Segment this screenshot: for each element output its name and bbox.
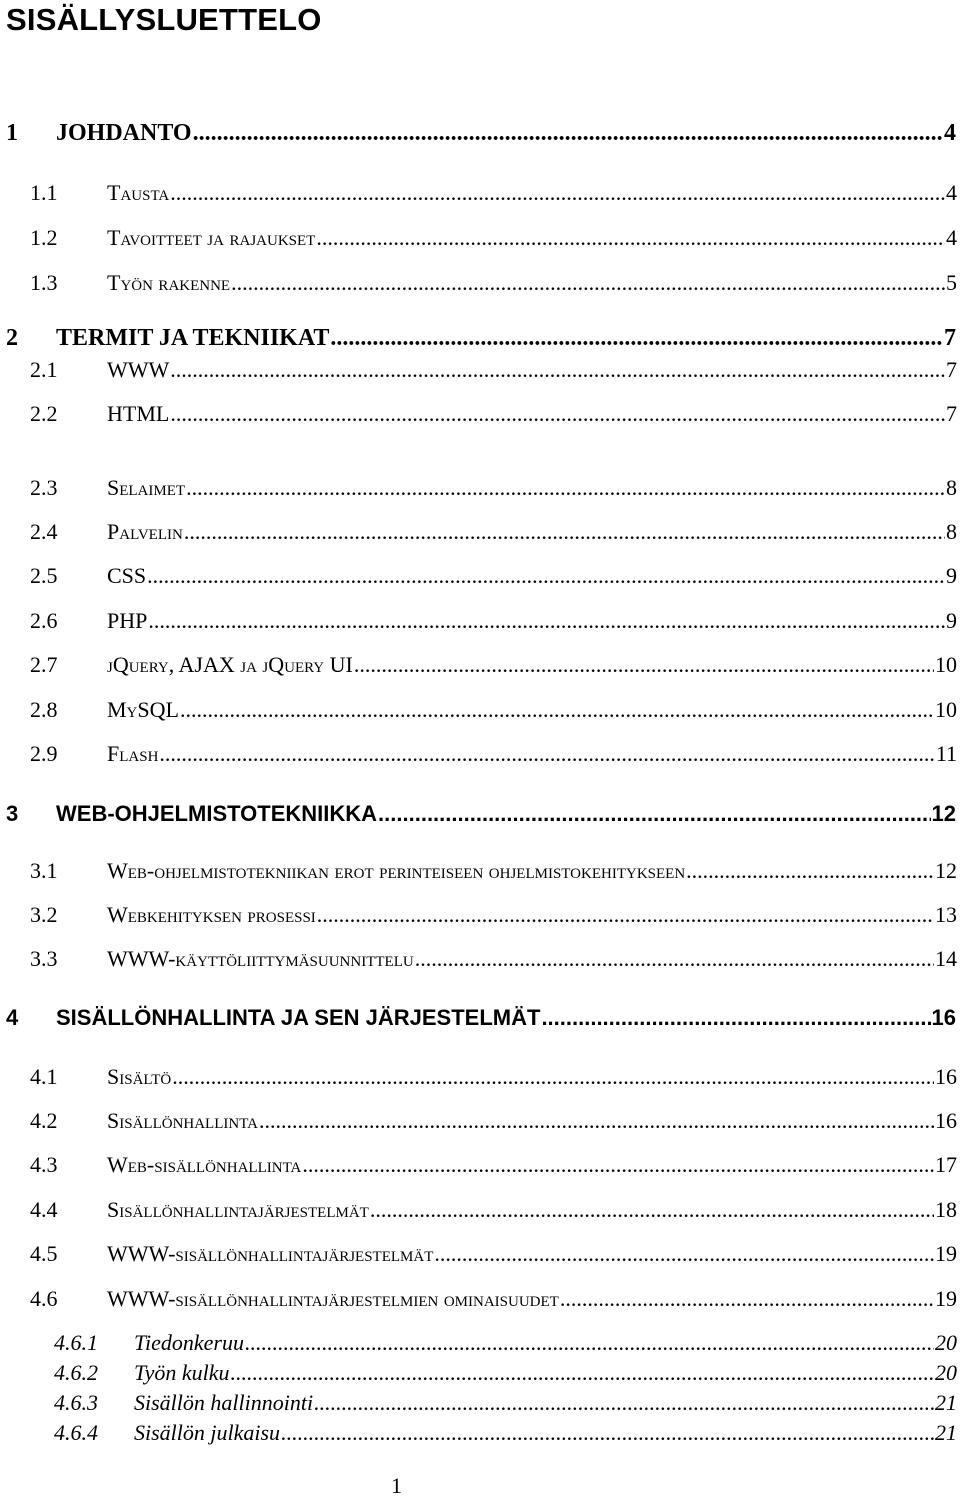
toc-entry-4-6-2[interactable] <box>54 1360 957 1386</box>
toc-page: 19 <box>935 1241 957 1266</box>
toc-page: 16 <box>935 1064 957 1089</box>
toc-page: 7 <box>944 325 956 351</box>
toc-entry-1-1[interactable] <box>30 180 957 206</box>
toc-title: MySQL <box>107 697 179 722</box>
toc-entry-3-2[interactable] <box>30 902 957 928</box>
toc-leader <box>686 858 934 884</box>
toc-number: 4.2 <box>30 1108 58 1133</box>
toc-entry-2[interactable] <box>6 325 956 352</box>
toc-entry-2-7[interactable] <box>30 652 957 678</box>
toc-entry-2-8[interactable] <box>30 697 957 723</box>
toc-entry-1-2[interactable] <box>30 225 957 251</box>
toc-leader <box>317 902 934 928</box>
toc-leader <box>434 1241 934 1267</box>
toc-number: 4.6.4 <box>54 1420 98 1445</box>
toc-leader <box>245 1330 934 1356</box>
toc-number: 2.7 <box>30 652 58 677</box>
toc-leader <box>193 120 943 147</box>
toc-page: 10 <box>935 697 957 722</box>
toc-leader <box>330 325 943 352</box>
toc-number: 1.3 <box>30 270 58 295</box>
toc-leader <box>415 946 934 972</box>
toc-page: 9 <box>946 563 957 588</box>
toc-title: Sisällön julkaisu <box>134 1420 281 1445</box>
toc-page: 7 <box>946 357 957 382</box>
toc-title: Tavoitteet ja rajaukset <box>107 225 316 250</box>
toc-entry-4-4[interactable] <box>30 1197 957 1223</box>
toc-number: 4.6.3 <box>54 1390 98 1415</box>
toc-number: 1.2 <box>30 225 58 250</box>
toc-title: Selaimet <box>107 475 186 500</box>
toc-entry-4-6-4[interactable] <box>54 1420 957 1446</box>
toc-page: 14 <box>935 946 957 971</box>
toc-leader <box>159 741 934 767</box>
toc-number: 2.1 <box>30 357 58 382</box>
toc-leader <box>170 180 945 206</box>
toc-page: 5 <box>946 270 957 295</box>
toc-leader <box>172 1064 934 1090</box>
toc-entry-2-4[interactable] <box>30 519 957 545</box>
toc-entry-2-5[interactable] <box>30 563 957 589</box>
toc-page: 9 <box>946 608 957 633</box>
toc-page: 18 <box>935 1197 957 1222</box>
toc-number: 2.4 <box>30 519 58 544</box>
toc-page: 20 <box>935 1360 957 1385</box>
toc-leader <box>231 270 945 296</box>
toc-number: 1 <box>6 120 18 146</box>
toc-page: 10 <box>935 652 957 677</box>
toc-leader <box>170 401 945 427</box>
toc-title: Tausta <box>107 180 170 205</box>
toc-leader <box>354 652 934 678</box>
toc-title: Web-sisällönhallinta <box>107 1152 302 1177</box>
toc-title: Sisällön hallinnointi <box>134 1390 314 1415</box>
toc-leader <box>231 1360 934 1386</box>
toc-title: Sisältö <box>107 1064 172 1089</box>
toc-title: PHP <box>107 608 148 633</box>
toc-title: JOHDANTO <box>56 120 192 146</box>
toc-leader <box>259 1108 934 1134</box>
toc-entry-4-6-3[interactable] <box>54 1390 957 1416</box>
toc-page: 4 <box>946 180 957 205</box>
toc-page: 12 <box>931 801 956 826</box>
toc-title: Web-ohjelmistotekniikan erot perinteiseen ohjelmistokehitykseen <box>107 858 686 883</box>
toc-page: 17 <box>935 1152 957 1177</box>
toc-page: 16 <box>935 1108 957 1133</box>
toc-number: 3.3 <box>30 946 58 971</box>
toc-leader <box>378 801 930 827</box>
toc-page: 20 <box>935 1330 957 1355</box>
toc-leader <box>184 519 945 545</box>
page-number: 1 <box>391 1473 402 1498</box>
toc-number: 3.2 <box>30 902 58 927</box>
toc-entry-3-1[interactable] <box>30 858 957 884</box>
toc-page: 7 <box>946 401 957 426</box>
toc-title: Sisällönhallinta <box>107 1108 259 1133</box>
toc-leader <box>302 1152 934 1178</box>
toc-leader <box>186 475 945 501</box>
toc-entry-2-6[interactable] <box>30 608 957 634</box>
toc-leader <box>148 608 945 634</box>
toc-entry-4-6-1[interactable] <box>54 1330 957 1356</box>
toc-number: 2.8 <box>30 697 58 722</box>
toc-title: Työn kulku <box>134 1360 230 1385</box>
toc-number: 4 <box>6 1005 19 1030</box>
toc-page: 8 <box>946 475 957 500</box>
toc-title: Palvelin <box>107 519 183 544</box>
page-title: SISÄLLYSLUETTELO <box>6 2 322 37</box>
toc-page: 4 <box>946 225 957 250</box>
toc-title: Työn rakenne <box>107 270 231 295</box>
toc-number: 2.6 <box>30 608 58 633</box>
toc-number: 4.3 <box>30 1152 58 1177</box>
toc-leader <box>541 1005 930 1031</box>
toc-number: 4.5 <box>30 1241 58 1266</box>
toc-page: 12 <box>935 858 957 883</box>
toc-entry-3-3[interactable] <box>30 946 957 972</box>
toc-page: 19 <box>935 1286 957 1311</box>
toc-page: 13 <box>935 902 957 927</box>
toc-leader <box>316 225 945 251</box>
toc-title: WWW-sisällönhallintajärjestelmät <box>107 1241 434 1266</box>
toc-leader <box>180 697 934 723</box>
toc-page: 21 <box>935 1420 957 1445</box>
toc-number: 2.9 <box>30 741 58 766</box>
toc-entry-1[interactable] <box>6 120 956 147</box>
toc-leader <box>560 1286 934 1312</box>
toc-entry-4-2[interactable] <box>30 1108 957 1134</box>
toc-title: jQuery, AJAX ja jQuery UI <box>107 652 353 677</box>
toc-leader <box>147 563 945 589</box>
toc-title: Webkehityksen prosessi <box>107 902 316 927</box>
toc-entry-2-9[interactable] <box>30 741 957 767</box>
toc-title: WWW-käyttöliittymäsuunnittelu <box>107 946 414 971</box>
toc-title: SISÄLLÖNHALLINTA JA SEN JÄRJESTELMÄT <box>56 1005 541 1030</box>
toc-leader <box>170 357 945 383</box>
toc-title: TERMIT JA TEKNIIKAT <box>56 325 330 351</box>
toc-entry-1-3[interactable] <box>30 270 957 296</box>
toc-title: WEB-OHJELMISTOTEKNIIKKA <box>56 801 378 826</box>
toc-number: 2.3 <box>30 475 58 500</box>
toc-title: Tiedonkeruu <box>134 1330 244 1355</box>
toc-leader <box>281 1420 934 1446</box>
toc-number: 4.4 <box>30 1197 58 1222</box>
toc-number: 2.5 <box>30 563 58 588</box>
toc-number: 4.1 <box>30 1064 58 1089</box>
toc-number: 3.1 <box>30 858 58 883</box>
toc-leader <box>314 1390 934 1416</box>
toc-number: 1.1 <box>30 180 58 205</box>
toc-number: 4.6 <box>30 1286 58 1311</box>
toc-page: 8 <box>946 519 957 544</box>
toc-entry-2-2[interactable] <box>30 401 957 427</box>
toc-page: 11 <box>935 741 957 766</box>
toc-entry-2-3[interactable] <box>30 475 957 501</box>
toc-number: 3 <box>6 801 19 826</box>
toc-title: Sisällönhallintajärjestelmät <box>107 1197 369 1222</box>
toc-entry-4[interactable] <box>6 1005 956 1031</box>
toc-title: CSS <box>107 563 147 588</box>
toc-page: 4 <box>944 120 956 146</box>
toc-number: 2 <box>6 325 18 351</box>
toc-number: 4.6.1 <box>54 1330 98 1355</box>
toc-entry-3[interactable] <box>6 801 956 827</box>
toc-page: 21 <box>935 1390 957 1415</box>
toc-entry-4-6[interactable] <box>30 1286 957 1312</box>
toc-leader <box>370 1197 934 1223</box>
toc-title: Flash <box>107 741 159 766</box>
toc-page: 16 <box>931 1005 956 1030</box>
toc-title: HTML <box>107 401 170 426</box>
toc-entry-4-3[interactable] <box>30 1152 957 1178</box>
toc-title: WWW-sisällönhallintajärjestelmien ominaisuudet <box>107 1286 559 1311</box>
toc-number: 4.6.2 <box>54 1360 98 1385</box>
toc-entry-4-1[interactable] <box>30 1064 957 1090</box>
toc-number: 2.2 <box>30 401 58 426</box>
toc-entry-4-5[interactable] <box>30 1241 957 1267</box>
toc-title: WWW <box>107 357 170 382</box>
toc-entry-2-1[interactable] <box>30 357 957 383</box>
